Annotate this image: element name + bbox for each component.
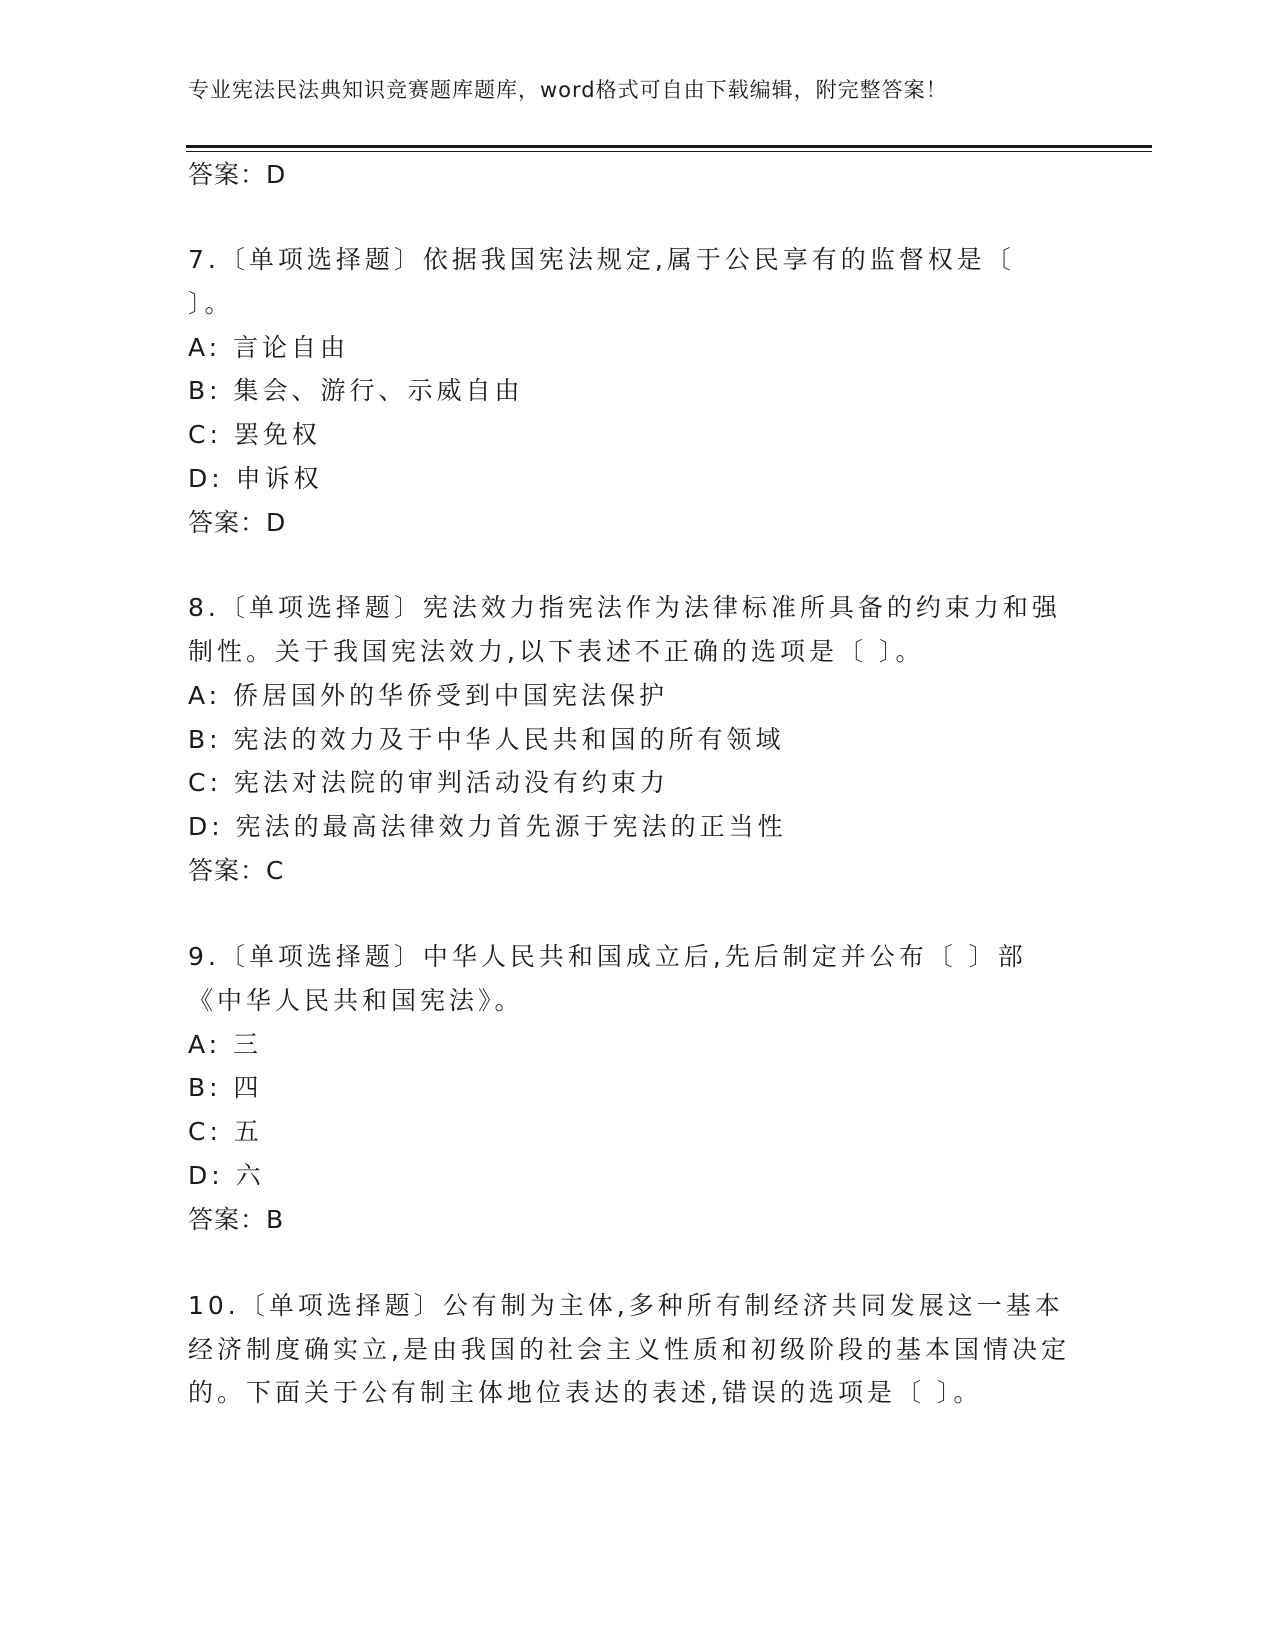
q8-option-c: C: 宪法对法院的审判活动没有约束力 [188, 768, 669, 797]
q10-stem-line-2: 经济制度确实立,是由我国的社会主义性质和初级阶段的基本国情决定 [188, 1335, 1070, 1364]
q9-option-c: C: 五 [188, 1117, 263, 1146]
q8-answer: 答案：C [188, 856, 285, 885]
q9-stem-line-2: 《中华人民共和国宪法》。 [188, 986, 524, 1015]
q8-option-b: B: 宪法的效力及于中华人民共和国的所有领域 [188, 725, 785, 754]
q7-stem-line-2: 〕。 [188, 289, 234, 318]
header-rule-thick [186, 145, 1152, 148]
q10-stem-line-3: 的。下面关于公有制主体地位表达的表述,错误的选项是〔 〕。 [188, 1378, 983, 1407]
previous-answer: 答案：D [188, 160, 287, 189]
q7-option-d: D: 申诉权 [188, 464, 323, 493]
q7-answer: 答案：D [188, 508, 287, 537]
q10-stem-line-1: 10.〔单项选择题〕公有制为主体,多种所有制经济共同发展这一基本 [188, 1291, 1064, 1320]
q9-option-b: B: 四 [188, 1073, 263, 1102]
q9-answer: 答案：B [188, 1205, 285, 1234]
q8-option-d: D: 宪法的最高法律效力首先源于宪法的正当性 [188, 812, 787, 841]
q9-option-a: A: 三 [188, 1030, 263, 1059]
q7-option-c: C: 罢免权 [188, 420, 321, 449]
q9-option-d: D: 六 [188, 1161, 265, 1190]
q8-stem-line-2: 制性。关于我国宪法效力,以下表述不正确的选项是〔 〕。 [188, 637, 925, 666]
q8-option-a: A: 侨居国外的华侨受到中国宪法保护 [188, 681, 669, 710]
q7-option-b: B: 集会、游行、示威自由 [188, 376, 524, 405]
document-header: 专业宪法民法典知识竞赛题库题库，word格式可自由下载编辑，附完整答案！ [188, 78, 948, 102]
header-rule-thin [186, 151, 1152, 152]
q7-stem-line-1: 7.〔单项选择题〕依据我国宪法规定,属于公民享有的监督权是〔 [188, 245, 1015, 274]
q9-stem-line-1: 9.〔单项选择题〕中华人民共和国成立后,先后制定并公布〔 〕部 [188, 942, 1027, 971]
q7-option-a: A: 言论自由 [188, 333, 350, 362]
q8-stem-line-1: 8.〔单项选择题〕宪法效力指宪法作为法律标准所具备的约束力和强 [188, 593, 1061, 622]
